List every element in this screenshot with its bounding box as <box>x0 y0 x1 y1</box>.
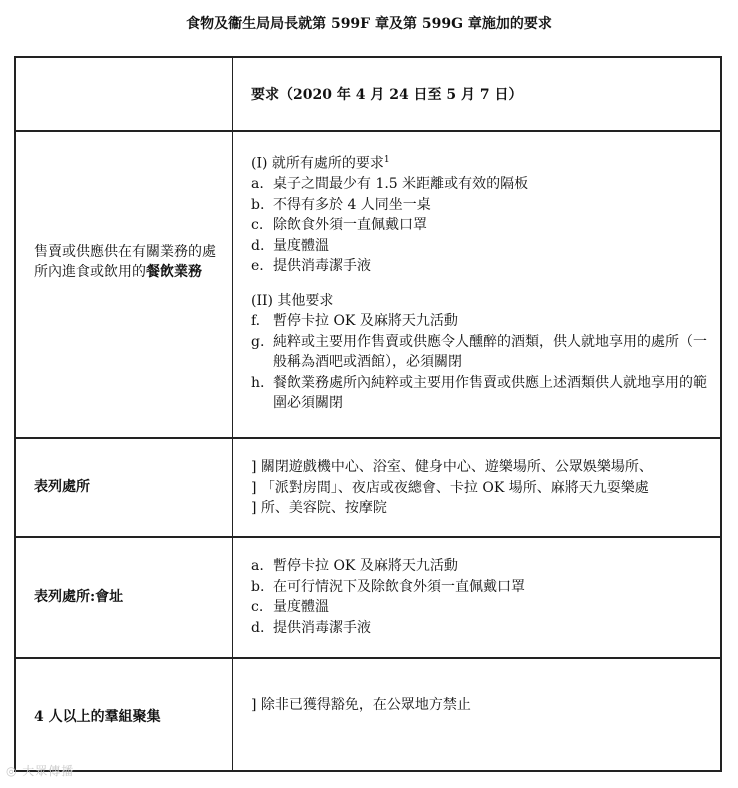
group-gathering-label-cell <box>16 659 232 770</box>
list-item: g. 純粹或主要用作售賣或供應令人醺醉的酒類，供人就地享用的處所（一般稱為酒吧或酒館），必須關閉 <box>251 333 707 371</box>
club-premises-row <box>16 536 720 657</box>
requirement-line: ] 關閉遊戲機中心、浴室、健身中心、遊樂場所、公眾娛樂場所、 <box>251 459 653 475</box>
group-gathering-requirements <box>251 695 710 716</box>
club-premises-requirements-cell <box>233 538 720 657</box>
header-row <box>16 58 720 130</box>
catering-label-text: 售賣或供應供在有關業務的處所內進食或飲用的 <box>34 244 216 280</box>
group-gathering-label: 4 人以上的羣組聚集 <box>34 709 161 725</box>
list-item: b. 在可行情況下及除飲食外須一直佩戴口罩 <box>251 578 525 595</box>
scheduled-premises-label: 表列處所 <box>34 479 90 495</box>
catering-label <box>34 242 224 282</box>
scheduled-premises-requirements-cell <box>233 439 720 536</box>
list-item: c. 除飲食外須一直佩戴口罩 <box>251 217 427 234</box>
group-gathering-requirements-cell <box>233 659 720 770</box>
catering-requirements <box>251 150 710 414</box>
header-empty-cell <box>16 58 232 130</box>
catering-label-cell <box>16 132 232 437</box>
section2-title: (II) 其他要求 <box>251 292 334 309</box>
catering-row <box>16 130 720 437</box>
list-item: f. 暫停卡拉 OK 及麻將天九活動 <box>251 313 458 330</box>
header-requirements-cell <box>233 58 720 130</box>
header-requirements-label: 要求（2020 年 4 月 24 日至 5 月 7 日） <box>251 87 523 103</box>
scheduled-premises-label-cell <box>16 439 232 536</box>
watermark: ◎ 大眾傳播 <box>6 764 75 778</box>
list-item: b. 不得有多於 4 人同坐一桌 <box>251 196 431 213</box>
club-premises-label-cell <box>16 538 232 657</box>
club-premises-requirements <box>251 556 710 638</box>
scheduled-premises-row <box>16 437 720 536</box>
list-item: e. 提供消毒潔手液 <box>251 258 371 275</box>
requirements-table <box>14 56 722 772</box>
requirement-line: ] 「派對房間」、夜店或夜總會、卡拉 OK 場所、麻將天九耍樂處 <box>251 479 649 496</box>
list-item: h. 餐飲業務處所內純粹或主要用作售賣或供應上述酒類供人就地享用的範圍必須關閉 <box>251 374 707 412</box>
list-item: c. 量度體溫 <box>251 599 329 615</box>
catering-requirements-cell <box>233 132 720 437</box>
catering-label-bold: 餐飲業務 <box>146 264 202 280</box>
scheduled-premises-requirements <box>251 457 710 519</box>
list-item: a. 桌子之間最少有 1.5 米距離或有效的隔板 <box>251 176 529 193</box>
list-item: d. 提供消毒潔手液 <box>251 619 371 636</box>
requirement-line: ] 除非已獲得豁免，在公眾地方禁止 <box>251 697 471 713</box>
list-item: a. 暫停卡拉 OK 及麻將天九活動 <box>251 558 458 574</box>
list-item: d. 量度體溫 <box>251 237 329 254</box>
requirement-line: ] 所、美容院、按摩院 <box>251 500 387 516</box>
section1-title: (I) 就所有處所的要求$^1$ <box>251 155 390 172</box>
document-title: 食物及衞生局局長就第 599F 章及第 599G 章施加的要求 <box>186 16 552 32</box>
group-gathering-row <box>16 657 720 770</box>
club-premises-label: 表列處所:會址 <box>34 589 124 605</box>
watermark-logo-icon: ◎ <box>6 764 23 778</box>
